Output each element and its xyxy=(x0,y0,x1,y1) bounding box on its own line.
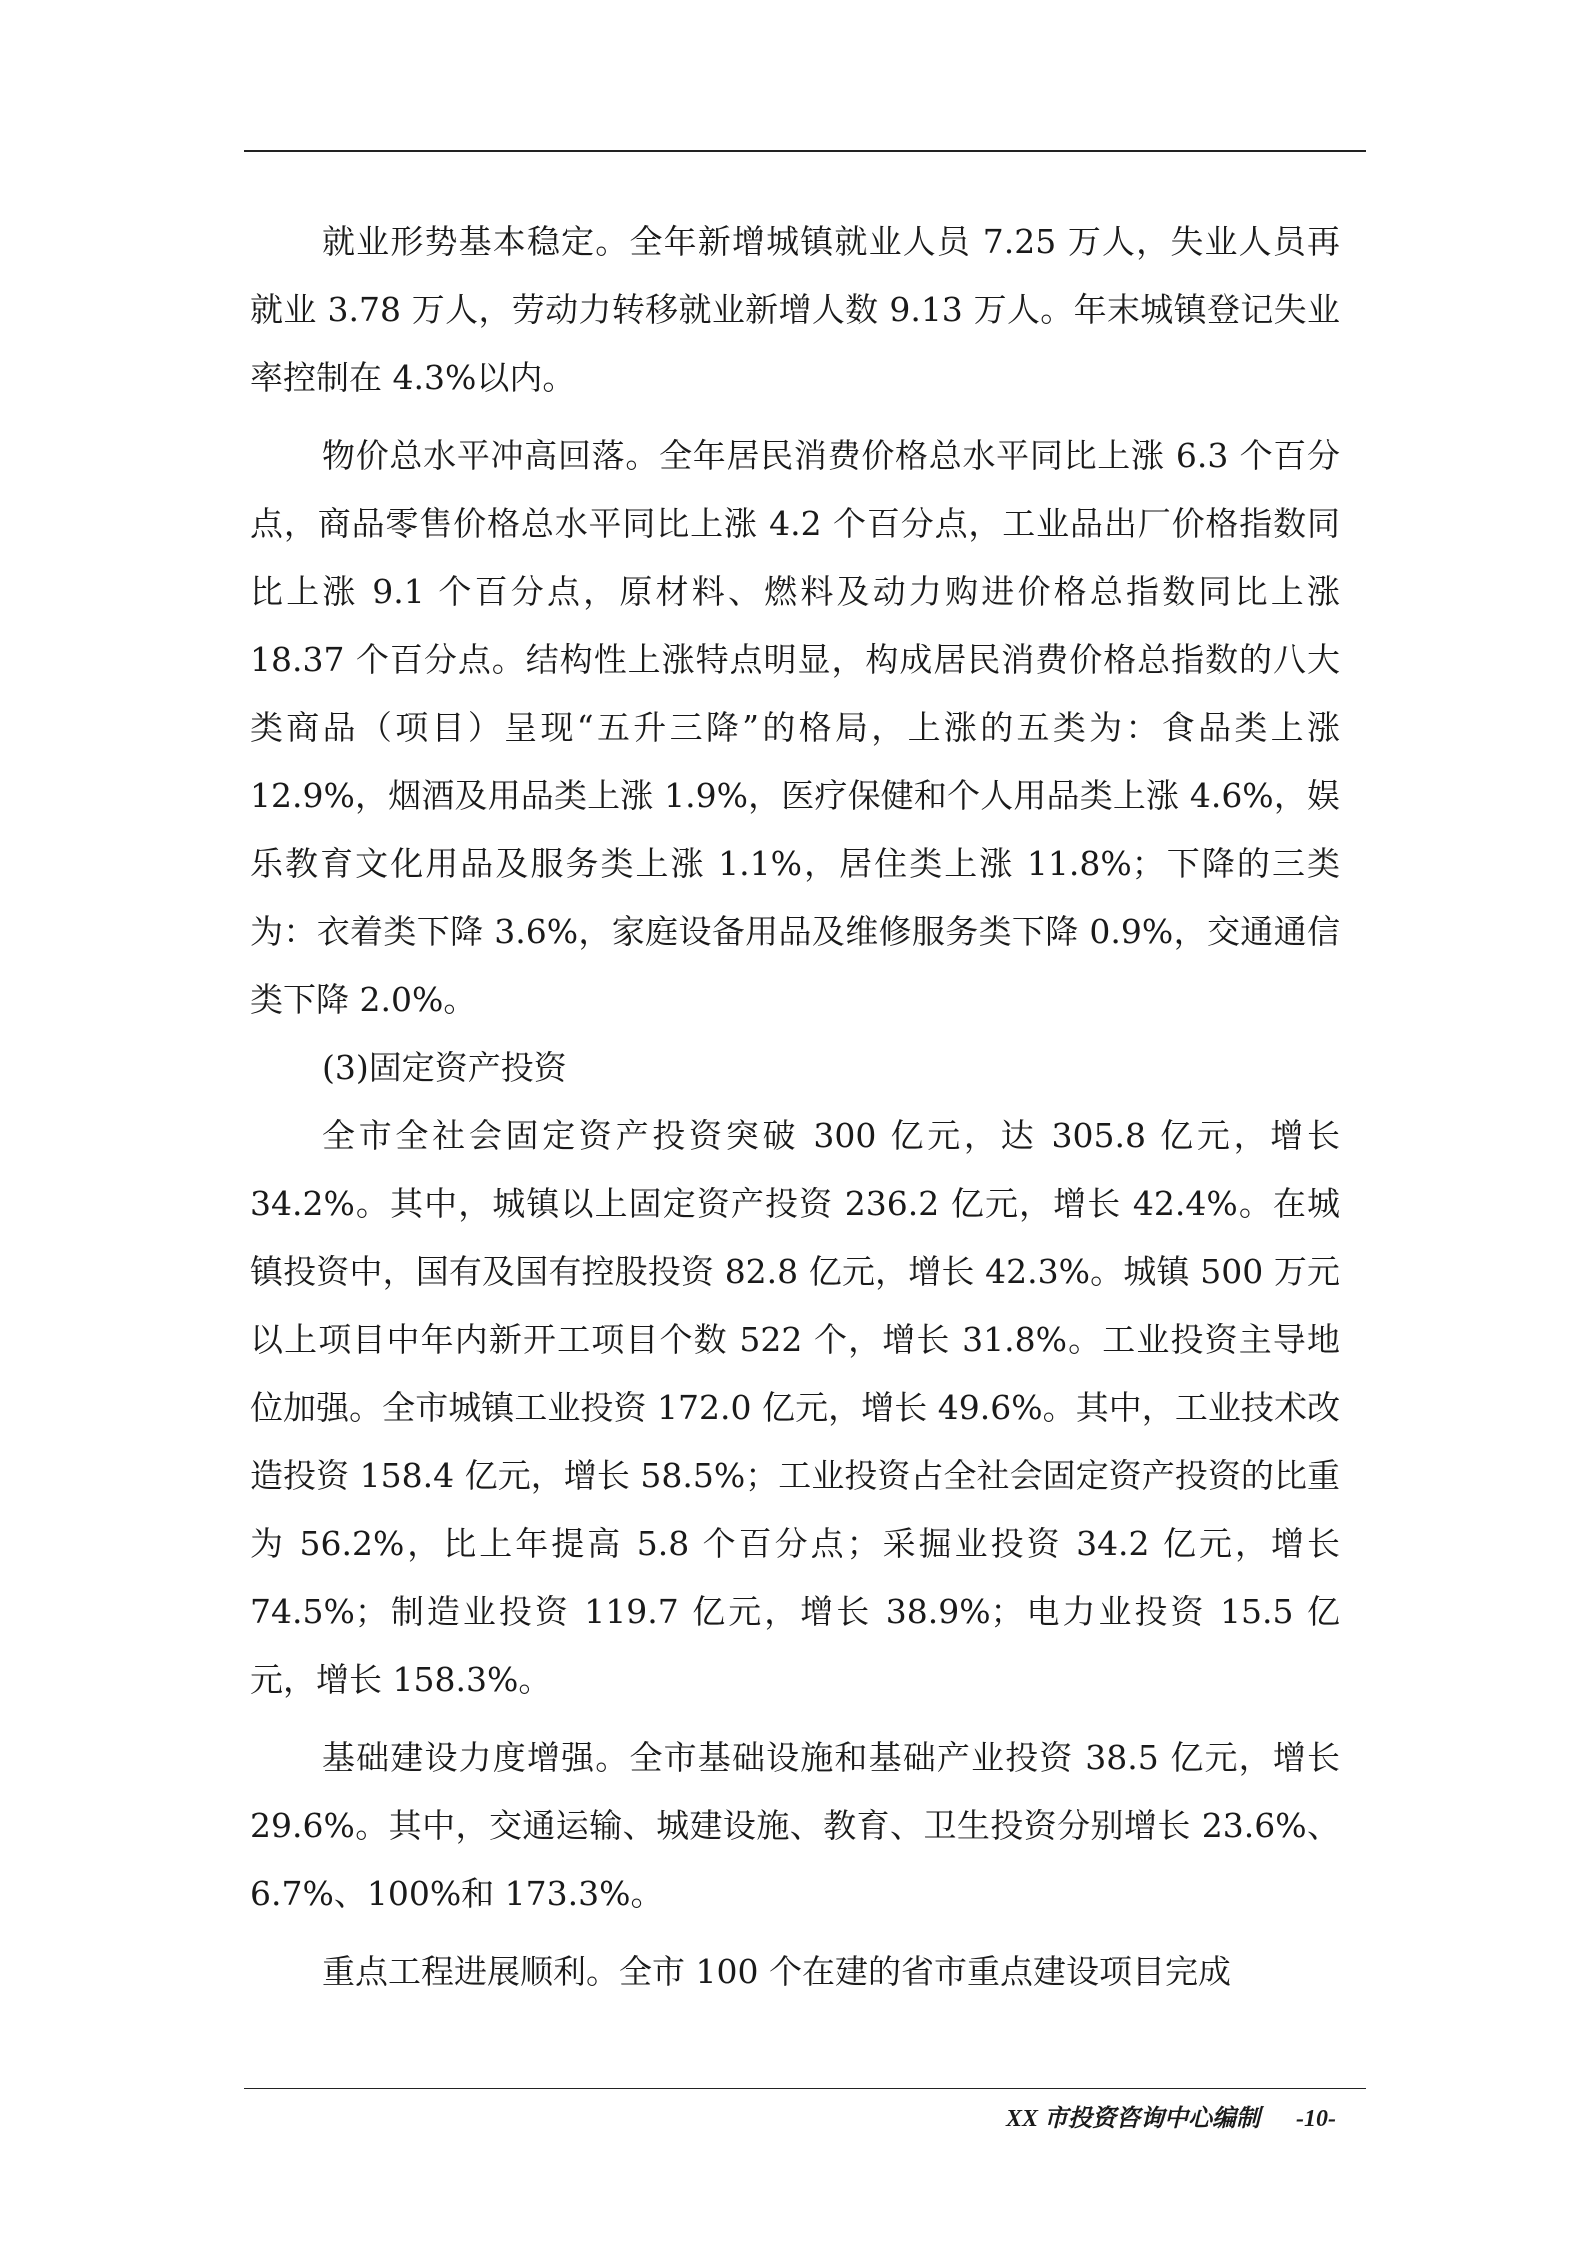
paragraph-employment: 就业形势基本稳定。全年新增城镇就业人员 7.25 万人，失业人员再就业 3.78 万人，劳动力转移就业新增人数 9.13 万人。年末城镇登记失业率控制在 4.3%以内。 xyxy=(250,222,1340,397)
paragraph-infrastructure: 基础建设力度增强。全市基础设施和基础产业投资 38.5 亿元，增长 29.6%。其中，交通运输、城建设施、教育、卫生投资分别增长 23.6%、6.7%、100%和 173.3%。 xyxy=(250,1738,1340,1913)
section-heading-fixed-asset-investment: (3)固定资产投资 xyxy=(322,1048,567,1087)
header-rule xyxy=(244,150,1366,152)
footer-publisher: XX 市投资咨询中心编制 xyxy=(1006,2106,1261,2132)
document-body xyxy=(250,208,1340,2006)
footer-rule xyxy=(244,2088,1366,2089)
page-number: -10- xyxy=(1296,2106,1336,2132)
paragraph-prices: 物价总水平冲高回落。全年居民消费价格总水平同比上涨 6.3 个百分点，商品零售价格总水平同比上涨 4.2 个百分点，工业品出厂价格指数同比上涨 9.1 个百分点，原材料、燃料及动力购进价格总指数同比上涨 18.37 个百分点。结构性上涨特点明显，构成居民消费价格总指数的八大类商品（项目）呈现“五升三降”的格局，上涨的五类为：食品类上涨 12.9%，烟酒及用品类上涨 1.9%，医疗保健和个人用品类上涨 4.6%，娱乐教育文化用品及服务类上涨 1.1%，居住类上涨 11.8%；下降的三类为：衣着类下降 3.6%，家庭设备用品及维修服务类下降 0.9%，交通通信类下降 2.0%。 xyxy=(250,436,1340,1019)
paragraph-key-projects: 重点工程进展顺利。全市 100 个在建的省市重点建设项目完成 xyxy=(322,1952,1231,1991)
paragraph-investment: 全市全社会固定资产投资突破 300 亿元，达 305.8 亿元，增长 34.2%。其中，城镇以上固定资产投资 236.2 亿元，增长 42.4%。在城镇投资中，国有及国有控股投资 82.8 亿元，增长 42.3%。城镇 500 万元以上项目中年内新开工项目个数 522 个，增长 31.8%。工业投资主导地位加强。全市城镇工业投资 172.0 亿元，增长 49.6%。其中，工业技术改造投资 158.4 亿元，增长 58.5%；工业投资占全社会固定资产投资的比重为 56.2%，比上年提高 5.8 个百分点；采掘业投资 34.2 亿元，增长 74.5%；制造业投资 119.7 亿元，增长 38.9%；电力业投资 15.5 亿元，增长 158.3%。 xyxy=(250,1116,1340,1699)
page-footer xyxy=(1006,2098,1336,2133)
